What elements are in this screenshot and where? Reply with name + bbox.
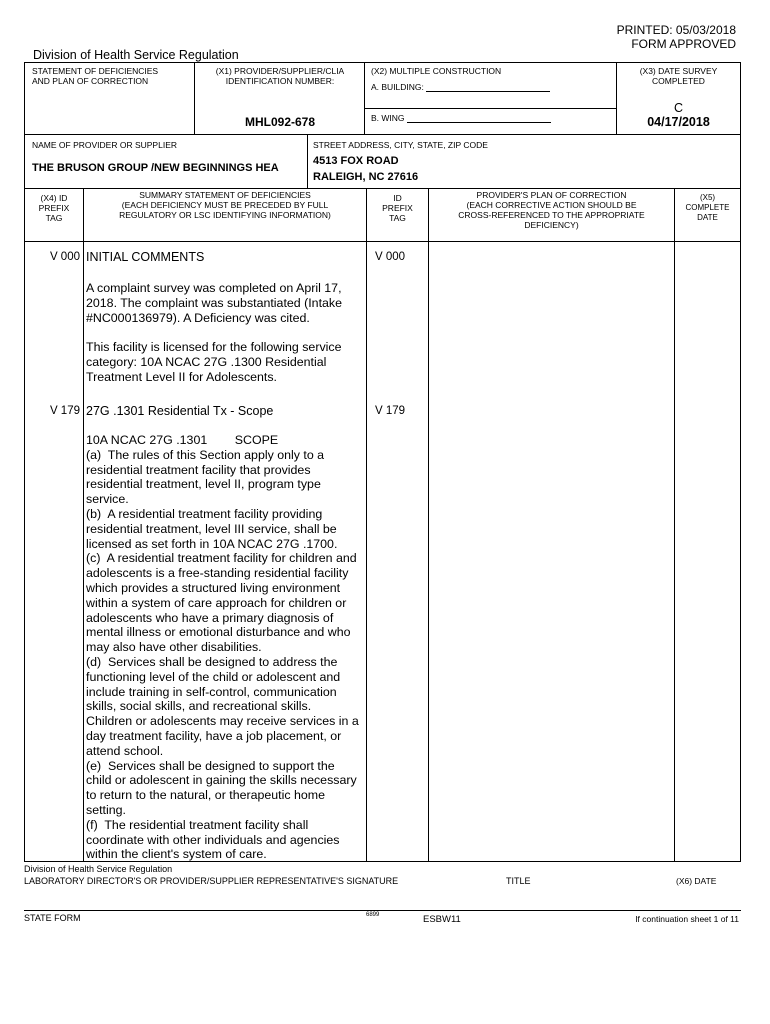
building-blank [426, 82, 550, 92]
entry-id-tag: V 179 [375, 405, 406, 417]
col-header-summary: SUMMARY STATEMENT OF DEFICIENCIES (EACH DEFICIENCY MUST BE PRECEDED BY FULL REGULATORY OR LSC IDENTIFYING INFORMATION) [119, 190, 331, 220]
x2-label: (X2) MULTIPLE CONSTRUCTION [371, 66, 502, 76]
event-id: ESBW11 [423, 914, 461, 925]
entry-paragraph: A complaint survey was completed on April 17, 2018. The complaint was substantiated (Intake #NC000136979). A Deficiency was cited. [86, 281, 342, 325]
col-divider-1 [83, 188, 84, 861]
wing-label: B. WING [371, 113, 405, 123]
form-approved: FORM APPROVED [631, 37, 736, 51]
col-header-plan: PROVIDER'S PLAN OF CORRECTION (EACH CORRECTIVE ACTION SHOULD BE CROSS-REFERENCED TO THE APPROPRIATE DEFICIENCY) [458, 190, 645, 230]
address-label: STREET ADDRESS, CITY, STATE, ZIP CODE [313, 140, 488, 150]
provider-name-label: NAME OF PROVIDER OR SUPPLIER [32, 140, 177, 150]
divider-x1 [194, 62, 195, 134]
printed-date: PRINTED: 05/03/2018 [616, 23, 736, 37]
street-address: 4513 FOX ROAD [313, 155, 399, 167]
title-label: TITLE [506, 876, 531, 886]
city-state-zip: RALEIGH, NC 27616 [313, 171, 419, 183]
entry-title: INITIAL COMMENTS [86, 250, 205, 264]
signature-label: LABORATORY DIRECTOR'S OR PROVIDER/SUPPLIER REPRESENTATIVE'S SIGNATURE [24, 876, 399, 886]
x6-date-label: (X6) DATE [676, 876, 717, 886]
entry-title: 27G .1301 Residential Tx - Scope [86, 404, 274, 418]
frame-columns-bottom [24, 241, 741, 242]
wing-blank [407, 113, 551, 123]
frame-top [24, 62, 741, 63]
entry-paragraph: 10A NCAC 27G .1301 SCOPE (a) The rules of this Section apply only to a residential treatment facility that provides residential treatment, level II, program type service. (b) A residential treatment facility providing residential treatment, level III service, shall be licensed as set forth in 10A NCAC 27G .1700. (c) A residential treatment facility for children and adolescents is a free-standing residential facility which provides a structured living environment within a system of care approach for children or adolescents who have a primary diagnosis of mental illness or emotional disturbance and who may also have other disabilities. (d) Services shall be designed to address the functioning level of the child or adolescent and include training in self-control, communication skills, social skills, and recreational skills. Children or adolescents may receive services in a day treatment facility, have a job placement, or attend school. (e) Services shall be designed to support the child or adolescent in gaining the skills necessary to return to the natural, or therapeutic home setting. (f) The residential treatment facility shall coordinate with other individuals and agencies within the client's system of care. [86, 433, 359, 862]
survey-code: C [673, 101, 684, 115]
entry-prefix-tag: V 179 [49, 405, 80, 417]
frame-provider-bottom [24, 188, 741, 189]
col-divider-4 [674, 188, 675, 861]
divider-building-wing [364, 108, 616, 109]
building-field [371, 82, 550, 92]
frame-right [740, 62, 741, 862]
survey-date: 04/17/2018 [647, 115, 710, 129]
frame-header-bottom [24, 134, 741, 135]
state-form-label: STATE FORM [24, 913, 81, 923]
entry-id-tag: V 000 [375, 251, 406, 263]
x1-label: (X1) PROVIDER/SUPPLIER/CLIA IDENTIFICATION NUMBER: [215, 66, 345, 86]
frame-left [24, 62, 25, 862]
col-divider-2 [366, 188, 367, 861]
col-divider-3 [428, 188, 429, 861]
agency-title: Division of Health Service Regulation [33, 48, 239, 62]
divider-provider [307, 134, 308, 188]
building-label: A. BUILDING: [371, 82, 424, 92]
footer-rule [24, 910, 741, 911]
footer-agency: Division of Health Service Regulation [24, 864, 173, 874]
col-header-id: ID PREFIX TAG [382, 193, 413, 223]
entry-paragraph: This facility is licensed for the following service category: 10A NCAC 27G .1300 Residential Treatment Level II for Adolescents. [86, 340, 342, 384]
continuation-sheet: If continuation sheet 1 of 11 [635, 914, 739, 924]
wing-field [371, 113, 551, 123]
form-number: 6899 [366, 912, 380, 918]
divider-x2 [364, 62, 365, 134]
provider-name: THE BRUSON GROUP /NEW BEGINNINGS HEA [32, 162, 279, 174]
provider-id-number: MHL092-678 [244, 115, 316, 129]
col-header-x4: (X4) ID PREFIX TAG [38, 193, 70, 223]
statement-label: STATEMENT OF DEFICIENCIES AND PLAN OF CORRECTION [32, 66, 159, 86]
entry-prefix-tag: V 000 [49, 251, 80, 263]
col-header-x5: (X5) COMPLETE DATE [685, 193, 730, 222]
x3-label: (X3) DATE SURVEY COMPLETED [639, 66, 718, 86]
